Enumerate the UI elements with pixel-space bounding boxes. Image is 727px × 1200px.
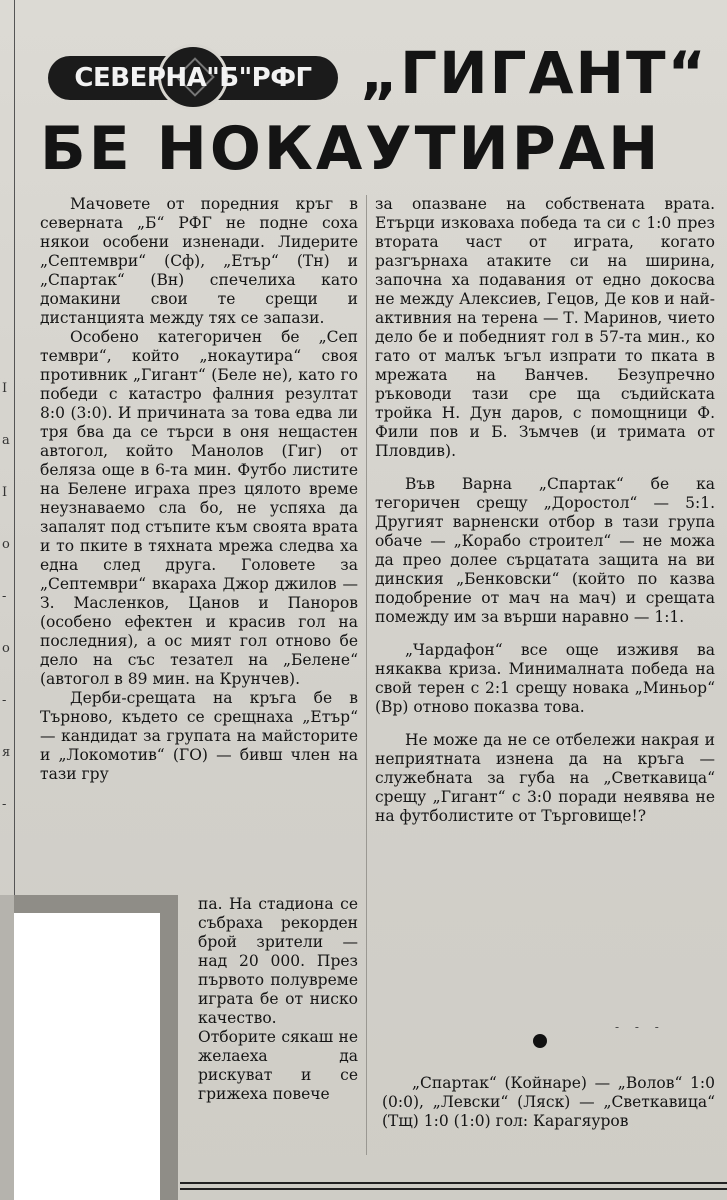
paragraph: Дерби-срещата на кръга бе в Търново, където се срещнаха „Етър“ — кандидат за групата на майсторите и „Локомотив“ (ГО) — бивш член на тази гру bbox=[40, 689, 358, 783]
edge-char: I bbox=[2, 381, 8, 396]
paragraph: Особено категоричен бе „Сеп тември“, който „нокаутира“ своя противник „Гигант“ (Беле не), като го победи с катастро фалния резултат 8:0 (3:0). И причината за това едва ли тря бва да се търси в оня нещастен автогол, който Манолов (Гиг) от беляза още в 6-та мин. Футбо листите на Белене играха през цялото време неузнаваемо сла бо, не успяха да запалят под стъпите към своята врата и то пките в тяхната мрежа следва ха една след друга. Головете за „Септември“ вкараха Джор джилов — З. Масленков, Цанов и Паноров (особено ефектен и красив гол на последния), а ос мият гол отново бе дело на със тезател на „Белене“ (автогол в 89 мин. на Крунчев). bbox=[40, 328, 358, 688]
edge-char: я bbox=[2, 745, 11, 760]
left-column-narrow bbox=[198, 895, 358, 1104]
paragraph: Не може да не се отбележи накрая и неприятната изнена да на кръга — служебната за губа на „Светкавица“ срещу „Гигант“ с 3:0 поради неявява не на футболистите от Търговище!? bbox=[375, 731, 715, 825]
headline-line-2: БЕ НОКАУТИРАН bbox=[40, 114, 662, 184]
edge-char: - bbox=[2, 589, 7, 604]
headline-line-1: „ГИГАНТ“ bbox=[360, 39, 708, 107]
match-results bbox=[382, 1074, 715, 1131]
article-header bbox=[40, 28, 720, 188]
left-column bbox=[40, 195, 358, 784]
edge-char: o bbox=[2, 537, 10, 552]
separator-dashes: - - - bbox=[615, 1020, 665, 1034]
badge-label: СЕВЕРНА"Б"РФГ bbox=[74, 63, 312, 93]
edge-char: a bbox=[2, 433, 10, 448]
paragraph: „Чардафон“ все още изживя ва някаква криза. Минималната победа на свой терен с 2:1 срещу новака „Миньор“ (Вр) отново показва това. bbox=[375, 641, 715, 716]
paragraph: Мачовете от поредния кръг в северната „Б“ РФГ не подне соха някои особени изненади. Лидерите „Септември“ (Сф), „Етър“ (Тн) и „Спартак“ (Вн) спечелиха като домакини свои те срещи и дистанцията между тях се запази. bbox=[40, 195, 358, 327]
edge-char: - bbox=[2, 797, 7, 812]
edge-char: o bbox=[2, 641, 10, 656]
bullet-dot-icon bbox=[533, 1034, 547, 1048]
paragraph: па. На стадиона се събраха рекорден брой зрители — над 20 000. През първото полувреме играта бе от ниско качество. Отборите сякаш не желаеха да рискуват и се грижеха повече bbox=[198, 895, 358, 1103]
column-edge-rule bbox=[14, 0, 15, 900]
results-text: „Спартак“ (Койнаре) — „Волов“ 1:0 (0:0), „Левски“ (Ляск) — „Светкавица“ (Тщ) 1:0 (1:0) гол: Карагяуров bbox=[382, 1074, 715, 1130]
paragraph: Във Варна „Спартак“ бе ка тегоричен срещу „Доростол“ — 5:1. Другият варненски отбор в тази група обаче — „Корабо строител“ — не можа да прео долее сърцатата защита на ви динския „Бенковски“ (който по казва подобрение от мач на мач) и срещата помежду им за върши наравно — 1:1. bbox=[375, 475, 715, 626]
photo-placeholder bbox=[14, 913, 160, 1200]
right-column bbox=[375, 195, 715, 826]
paragraph: за опазване на собствената врата. Етърци изковаха победа та си с 1:0 през втората част от играта, когато разгърнаха атаките си на ширина, започна ха подавания от едно докосва не между Алексиев, Гецов, Де ков и най-активния на терена — Т. Маринов, чието дело бе и победният гол в 57-та мин., ко гато от малък ъгъл изпрати то пката в мрежата на Ванчев. Безупречно ръководи тази сре ща съдийската тройка Н. Дун даров, с помощници Ф. Фили пов и Б. Зъмчев (и тримата от Пловдив). bbox=[375, 195, 715, 460]
cropped-neighbor-text bbox=[2, 380, 12, 848]
bottom-rule bbox=[180, 1182, 727, 1190]
column-divider bbox=[366, 195, 367, 1155]
league-badge bbox=[48, 44, 338, 110]
edge-char: - bbox=[2, 693, 7, 708]
edge-char: I bbox=[2, 485, 8, 500]
